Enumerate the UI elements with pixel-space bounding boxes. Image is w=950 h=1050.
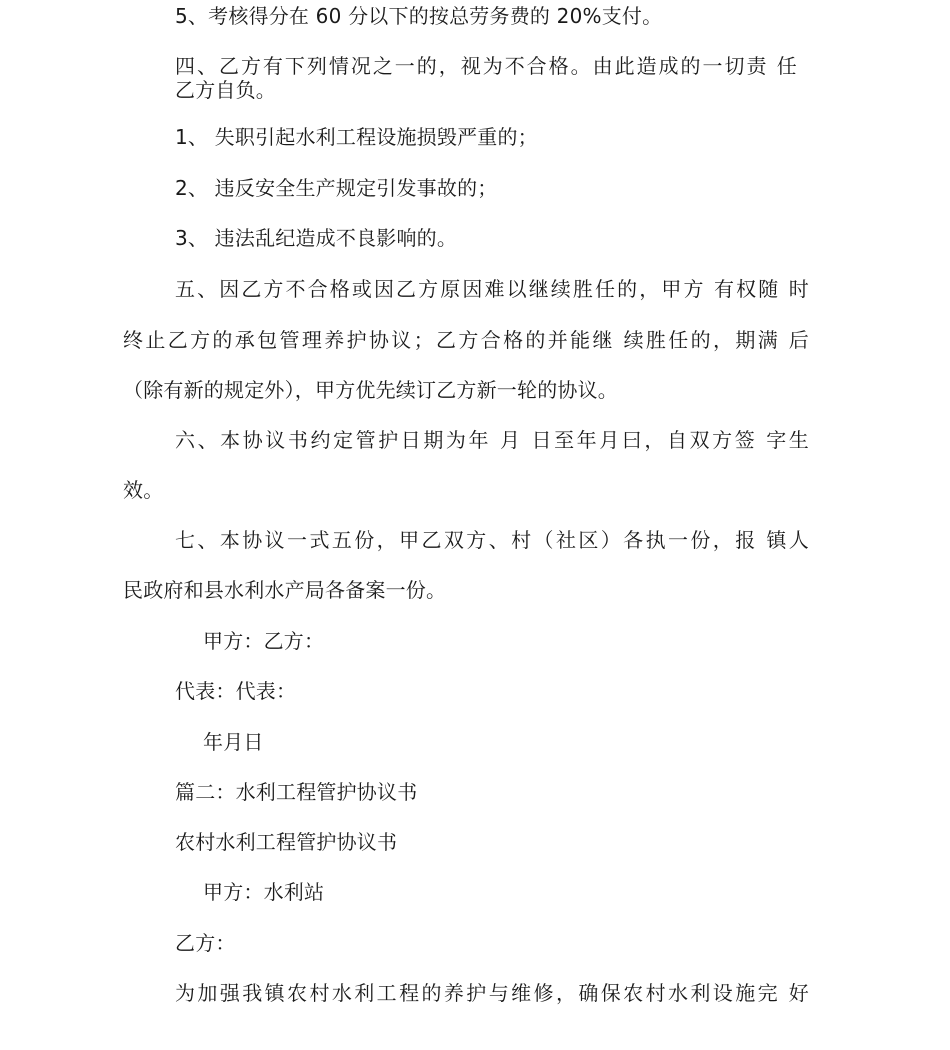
clause-6-heading: 六、本协议书约定管护日期为年 月 日至年月曰，自双方签 字生 — [175, 428, 809, 452]
clause-5-cont-1: 终止乙方的承包管理养护协议；乙方合格的并能继 续胜任的，期满 后 — [123, 328, 809, 352]
clause-4-item-3: 3、 违法乱纪造成不良影响的。 — [175, 226, 458, 250]
section-title: 篇二：水利工程管护协议书 — [175, 780, 418, 804]
representative-line: 代表：代表： — [175, 679, 297, 703]
clause-5-cont-2: （除有新的规定外），甲方优先续订乙方新一轮的协议。 — [123, 378, 618, 402]
clause-4-item-1: 1、 失职引起水利工程设施损毁严重的； — [175, 125, 538, 149]
agreement-title: 农村水利工程管护协议书 — [175, 830, 398, 854]
clause-4-item-2: 2、 违反安全生产规定引发事故的； — [175, 176, 498, 200]
clause-4-heading-cont: 乙方自负。 — [175, 78, 276, 102]
clause-5-heading: 五、因乙方不合格或因乙方原因难以继续胜任的，甲方 有权随 时 — [175, 277, 809, 301]
clause-4-heading: 四、乙方有下列情况之一的，视为不合格。由此造成的一切责 任 — [175, 54, 797, 78]
clause-6-cont: 效。 — [123, 478, 164, 502]
party-a-line: 甲方：水利站 — [203, 880, 325, 904]
clause-7-heading: 七、本协议一式五份，甲乙双方、村（社区）各执一份，报 镇人 — [175, 528, 809, 552]
clause-5-scoring: 5、考核得分在 60 分以下的按总劳务费的 20%支付。 — [175, 4, 663, 28]
party-b-line: 乙方： — [175, 931, 236, 955]
date-line: 年月日 — [203, 730, 264, 754]
clause-7-cont: 民政府和县水利水产局各备案一份。 — [123, 578, 447, 602]
party-signature-line: 甲方：乙方： — [203, 629, 325, 653]
intro-paragraph: 为加强我镇农村水利工程的养护与维修，确保农村水利设施完 好 — [175, 981, 809, 1005]
